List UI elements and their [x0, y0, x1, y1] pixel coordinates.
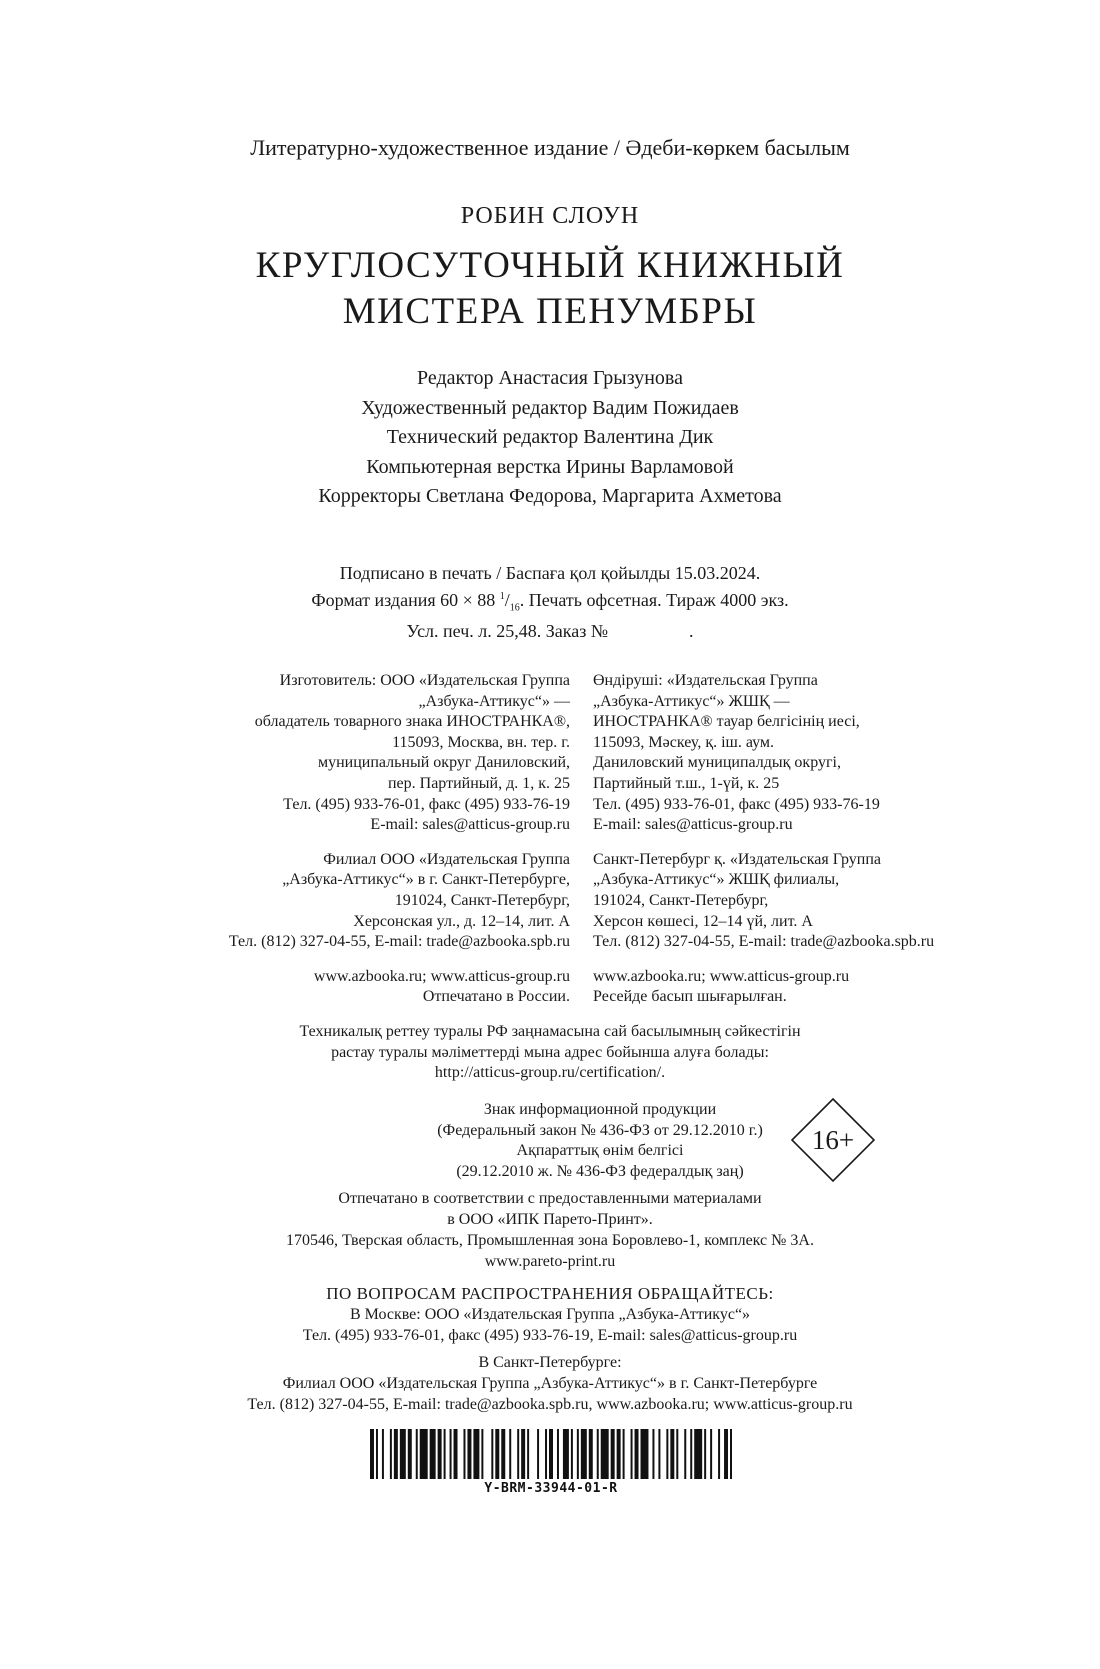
barcode-bar: [635, 1429, 639, 1479]
barcode-bar: [481, 1429, 483, 1479]
age-line: Ақпараттық өнім белгісі: [516, 1142, 684, 1159]
mkz-line: Тел. (495) 933-76-01, факс (495) 933-76-19: [593, 795, 880, 813]
age-line: (Федеральный закон № 436-ФЗ от 29.12.2010 г.): [437, 1121, 763, 1139]
mkz-line: „Азбука-Аттикус“» ЖШҚ —: [593, 692, 790, 710]
barcode-bar: [589, 1429, 593, 1479]
barcode-bar: [473, 1429, 479, 1479]
barcode-bar: [611, 1429, 615, 1479]
barcode-bar: [527, 1429, 529, 1479]
barcode-bar: [676, 1429, 678, 1479]
barcode-bar: [420, 1429, 428, 1479]
distribution-moscow-contacts: Тел. (495) 933-76-01, факс (495) 933-76-19, E-mail: sales@atticus-group.ru: [302, 1327, 798, 1344]
printed-by-line: Отпечатано в соответствии с предоставленными материалами: [338, 1190, 762, 1207]
barcode-bar: [581, 1429, 587, 1479]
printed-by-line: 170546, Тверская область, Промышленная зона Боровлево-1, комплекс № 3А.: [286, 1232, 814, 1249]
mru-line: пер. Партийный, д. 1, к. 25: [387, 774, 570, 792]
barcode-bar: [467, 1429, 471, 1479]
barcode-bar: [376, 1429, 378, 1479]
barcode-bar: [390, 1429, 392, 1479]
cert-line: растау туралы мәліметтерді мына адрес бойынша алуға болады:: [331, 1043, 769, 1061]
print-info: [0, 562, 1100, 643]
title-line-1: КРУГЛОСУТОЧНЫЙ КНИЖНЫЙ: [255, 245, 845, 286]
distribution-contacts: [0, 1283, 1100, 1415]
distribution-spb-branch: Филиал ООО «Издательская Группа „Азбука-Аттикус“» в г. Санкт-Петербурге: [282, 1375, 818, 1392]
barcode-bar: [730, 1429, 732, 1479]
manufacturer-ru-block2: [150, 850, 570, 953]
barcode-bar: [710, 1429, 712, 1479]
author-name: РОБИН СЛОУН: [460, 203, 640, 229]
title-line-2: МИСТЕРА ПЕНУМБРЫ: [342, 291, 758, 332]
mru-line: Тел. (495) 933-76-01, факс (495) 933-76-19: [283, 795, 570, 813]
barcode-bar: [666, 1429, 668, 1479]
barcode-bar: [724, 1429, 728, 1479]
mkz-line: Санкт-Петербург қ. «Издательская Группа: [593, 850, 881, 868]
mkz-line: 191024, Санкт-Петербург,: [593, 891, 769, 909]
mkz-line: Херсон көшесі, 12–14 үй, лит. А: [593, 912, 813, 930]
barcode: [370, 1429, 732, 1479]
barcode-bar: [563, 1429, 569, 1479]
credit-editor: Редактор Анастасия Грызунова: [417, 367, 683, 389]
barcode-bar: [382, 1429, 384, 1479]
age-rating-badge: [790, 1097, 876, 1183]
mru-line: Отпечатано в России.: [422, 988, 570, 1006]
barcode-bar: [521, 1429, 525, 1479]
print-order: Усл. печ. л. 25,48. Заказ № .: [406, 620, 694, 641]
cert-line: Техникалық реттеу туралы РФ заңнамасына сай басылымның сәйкестігін: [299, 1023, 801, 1040]
certification-notice: [0, 1022, 1100, 1084]
edition-type: Литературно-художественное издание / Әдеби-көркем басылым: [250, 135, 850, 160]
printed-by: [0, 1188, 1100, 1272]
credit-tech-editor: Технический редактор Валентина Дик: [386, 426, 714, 448]
manufacturer-kz-block1: [593, 671, 1013, 836]
credits: [0, 364, 1100, 512]
barcode-bar: [408, 1429, 412, 1479]
mru-line: Тел. (812) 327-04-55, E-mail: trade@azbooka.spb.ru: [228, 933, 570, 951]
barcode-bar: [694, 1429, 702, 1479]
manufacturer-kz-block3: [593, 967, 1013, 1008]
barcode-bar: [601, 1429, 609, 1479]
manufacturer-ru-block1: [150, 671, 570, 836]
barcode-bar: [652, 1429, 654, 1479]
barcode-bar: [597, 1429, 599, 1479]
mkz-line: Даниловский муниципалдық округі,: [593, 754, 841, 772]
barcode-bar: [491, 1429, 493, 1479]
mru-line: E-mail: sales@atticus-group.ru: [370, 816, 570, 834]
barcode-bar: [549, 1429, 553, 1479]
mru-line: муниципальный округ Даниловский,: [317, 754, 570, 772]
mru-line: „Азбука-Аттикус“» в г. Санкт-Петербурге,: [282, 871, 570, 889]
barcode-bar: [617, 1429, 621, 1479]
barcode-bar: [537, 1429, 539, 1479]
barcode-bar: [444, 1429, 446, 1479]
barcode-bar: [394, 1429, 398, 1479]
barcode-bar: [623, 1429, 625, 1479]
barcode-bar: [658, 1429, 660, 1479]
barcode-bar: [501, 1429, 505, 1479]
mkz-line: Өндіруші: «Издательская Группа: [593, 672, 818, 689]
manufacturer-ru: [150, 671, 570, 1022]
distribution-spb: В Санкт-Петербурге:: [478, 1354, 622, 1371]
age-info: [390, 1100, 810, 1182]
mkz-line: ИНОСТРАНКА® тауар белгісінің иесі,: [593, 713, 860, 731]
age-rating-text: 16+: [811, 1125, 855, 1155]
credit-layout: Компьютерная верстка Ирины Варламовой: [366, 455, 734, 478]
barcode-bar: [631, 1429, 633, 1479]
barcode-bar: [400, 1429, 406, 1479]
age-line: Знак информационной продукции: [483, 1101, 717, 1118]
barcode-bar: [430, 1429, 436, 1479]
mkz-line: www.azbooka.ru; www.atticus-group.ru: [593, 967, 850, 985]
barcode-bar: [509, 1429, 511, 1479]
credit-art-editor: Художественный редактор Вадим Пожидаев: [361, 396, 739, 419]
barcode-bar: [438, 1429, 442, 1479]
printed-by-line: в ООО «ИПК Парето-Принт».: [447, 1211, 653, 1228]
mru-line: 191024, Санкт-Петербург,: [394, 891, 570, 909]
printed-by-url: www.pareto-print.ru: [484, 1253, 616, 1270]
barcode-bar: [517, 1429, 519, 1479]
barcode-bar: [704, 1429, 706, 1479]
age-line: (29.12.2010 ж. № 436-ФЗ федералдық заң): [456, 1162, 744, 1180]
barcode-bar: [684, 1429, 686, 1479]
mkz-line: 115093, Мәскеу, қ. іш. аум.: [593, 733, 775, 751]
mkz-line: Тел. (812) 327-04-55, E-mail: trade@azbooka.spb.ru: [593, 933, 935, 951]
format-text: Формат издания 60 × 88: [311, 590, 500, 610]
barcode-bar: [670, 1429, 674, 1479]
print-format: Формат издания 60 × 88 $^1/_{16}$. Печать офсетная. Тираж 4000 экз.: [311, 590, 789, 614]
manufacturer-ru-block3: [150, 967, 570, 1008]
cert-url: http://atticus-group.ru/certification/.: [434, 1064, 666, 1081]
barcode-bar: [450, 1429, 452, 1479]
barcode-bar: [463, 1429, 465, 1479]
barcode-bar: [495, 1429, 499, 1479]
barcode-bar: [454, 1429, 458, 1479]
mkz-line: Партийный т.ш., 1-үй, к. 25: [593, 774, 780, 792]
distribution-spb-contacts: Тел. (812) 327-04-55, E-mail: trade@azbooka.spb.ru, www.azbooka.ru; www.atticus-group.ru: [247, 1396, 853, 1413]
format-frac-num: 1: [499, 591, 505, 602]
distribution-heading: ПО ВОПРОСАМ РАСПРОСТРАНЕНИЯ ОБРАЩАЙТЕСЬ:: [326, 1284, 774, 1303]
mru-line: „Азбука-Аттикус“» —: [418, 692, 570, 710]
mru-line: 115093, Москва, вн. тер. г.: [392, 733, 570, 751]
mru-line: Изготовитель: ООО «Издательская Группа: [279, 672, 570, 689]
manufacturer-kz: [593, 671, 1013, 1022]
book-title: [0, 243, 1100, 335]
print-signed: Подписано в печать / Баспаға қол қойылды 15.03.2024.: [339, 563, 761, 583]
mkz-line: E-mail: sales@atticus-group.ru: [593, 816, 793, 834]
mru-line: www.azbooka.ru; www.atticus-group.ru: [313, 967, 570, 985]
manufacturer-kz-block2: [593, 850, 1013, 953]
barcode-label: Y-BRM-33944-01-R: [484, 1481, 618, 1496]
barcode-bar: [571, 1429, 573, 1479]
format-frac-den: 16: [509, 602, 520, 614]
barcode-bar: [641, 1429, 649, 1479]
barcode-bar: [690, 1429, 692, 1479]
mkz-line: „Азбука-Аттикус“» ЖШҚ филиалы,: [593, 871, 840, 889]
mru-line: обладатель товарного знака ИНОСТРАНКА®,: [254, 713, 570, 731]
format-text-rest: . Печать офсетная. Тираж 4000 экз.: [519, 590, 789, 610]
barcode-bar: [416, 1429, 418, 1479]
barcode-bar: [370, 1429, 374, 1479]
barcode-bar: [557, 1429, 559, 1479]
mkz-line: Ресейде басып шығарылған.: [593, 988, 787, 1006]
distribution-moscow: В Москве: ООО «Издательская Группа „Азбука-Аттикус“»: [349, 1306, 751, 1323]
mru-line: Филиал ООО «Издательская Группа: [323, 850, 570, 868]
mru-line: Херсонская ул., д. 12–14, лит. А: [353, 912, 570, 930]
barcode-bar: [718, 1429, 720, 1479]
barcode-bar: [577, 1429, 579, 1479]
barcode-bar: [545, 1429, 547, 1479]
credit-proofreaders: Корректоры Светлана Федорова, Маргарита Ахметова: [318, 485, 782, 507]
